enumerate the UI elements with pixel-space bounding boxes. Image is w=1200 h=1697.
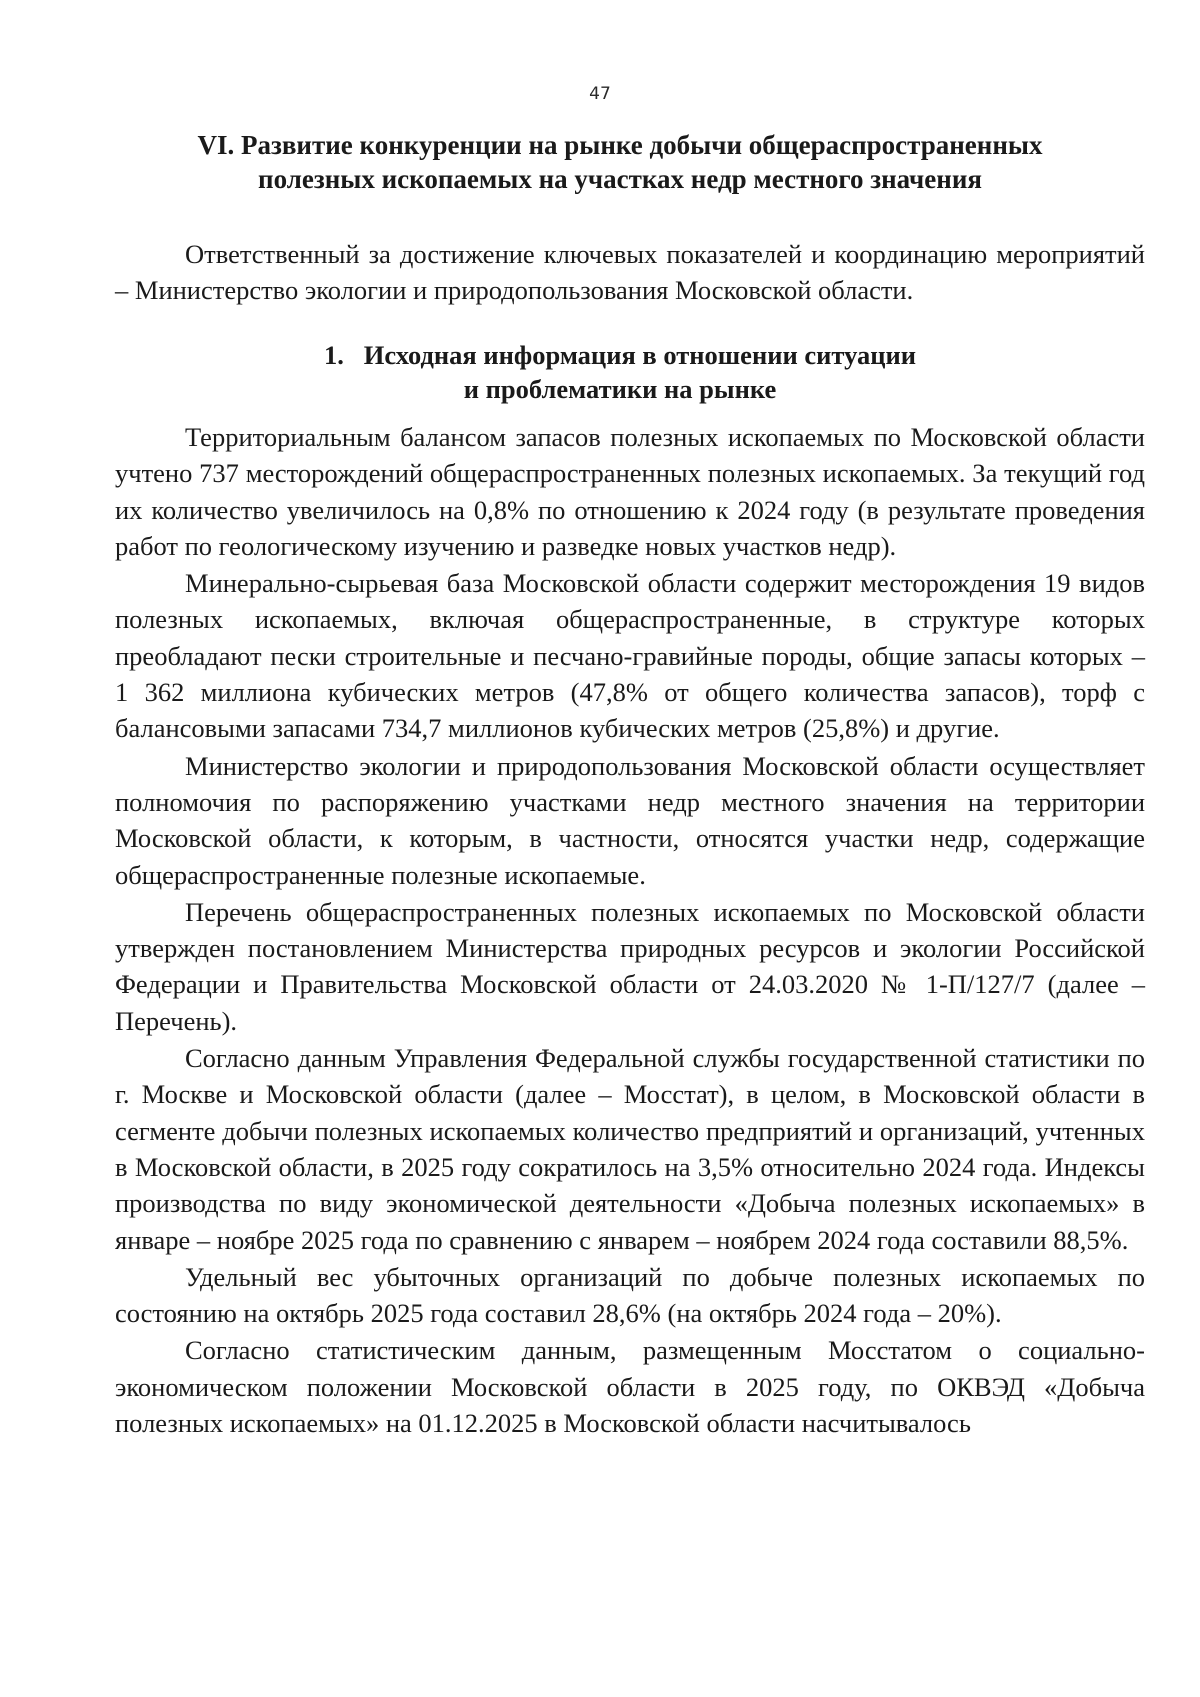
body-text — [115, 419, 1145, 1442]
paragraph-mosstat-data: Согласно данным Управления Федеральной службы государственной статистики по г. Москве и Московской области (далее – Мосстат), в целом, в Московской области в сегменте добычи полезных ископаемых количество предприятий и организаций, учтенных в Московской области, в 2025 году сократилось на 3,5% относительно 2024 года. Индексы производства по виду экономической деятельности «Добыча полезных ископаемых» в январе – ноябре 2025 года по сравнению с январем – ноябрем 2024 года составили 88,5%. — [115, 1043, 1145, 1255]
responsible-block — [115, 236, 1145, 309]
paragraph-reserves-balance: Территориальным балансом запасов полезных ископаемых по Московской области учтено 737 месторождений общераспространенных полезных ископаемых. За текущий год их количество увеличилось на 0,8% по отношению к 2024 году (в результате проведения работ по геологическому изучению и разведке новых участков недр). — [115, 422, 1145, 561]
paragraph-mineral-base: Минерально-сырьевая база Московской области содержит месторождения 19 видов полезных ископаемых, включая общераспространенные, в структуре которых преобладают пески строительные и песчано-гравийные породы, общие запасы которых – 1 362 миллиона кубических метров (47,8% от общего количества запасов), торф с балансовыми запасами 734,7 миллионов кубических метров (25,8%) и другие. — [115, 568, 1145, 744]
responsible-paragraph: Ответственный за достижение ключевых показателей и координацию мероприятий – Министерство экологии и природопользования Московской области. — [115, 239, 1145, 306]
page-number: 47 — [589, 84, 611, 104]
paragraph-okved-stats: Согласно статистическим данным, размещенным Мосстатом о социально-экономическом положении Московской области в 2025 году, по ОКВЭД «Добыча полезных ископаемых» на 01.12.2025 в Московской области насчитывалось — [115, 1335, 1145, 1439]
subsection-title — [160, 338, 1080, 406]
section-title — [160, 128, 1080, 196]
subsection-title-line-1: 1. Исходная информация в отношении ситуации — [323, 340, 917, 370]
paragraph-ministry-powers: Министерство экологии и природопользования Московской области осуществляет полномочия по распоряжению участками недр местного значения на территории Московской области, к которым, в частности, относятся участки недр, содержащие общераспространенные полезные ископаемые. — [115, 750, 1145, 890]
paragraph-unprofitable-share: Удельный вес убыточных организаций по добыче полезных ископаемых по состоянию на октябрь 2025 года составил 28,6% (на октябрь 2024 года – 20%). — [115, 1261, 1145, 1329]
section-title-line-1: VI. Развитие конкуренции на рынке добычи общераспространенных — [197, 130, 1043, 160]
subsection-title-line-2: и проблематики на рынке — [463, 374, 777, 404]
paragraph-minerals-list: Перечень общераспространенных полезных ископаемых по Московской области утвержден постановлением Министерства природных ресурсов и экологии Российской Федерации и Правительства Московской области от 24.03.2020 № 1-П/127/7 (далее – Перечень). — [115, 896, 1145, 1036]
section-title-line-2: полезных ископаемых на участках недр местного значения — [258, 164, 982, 194]
